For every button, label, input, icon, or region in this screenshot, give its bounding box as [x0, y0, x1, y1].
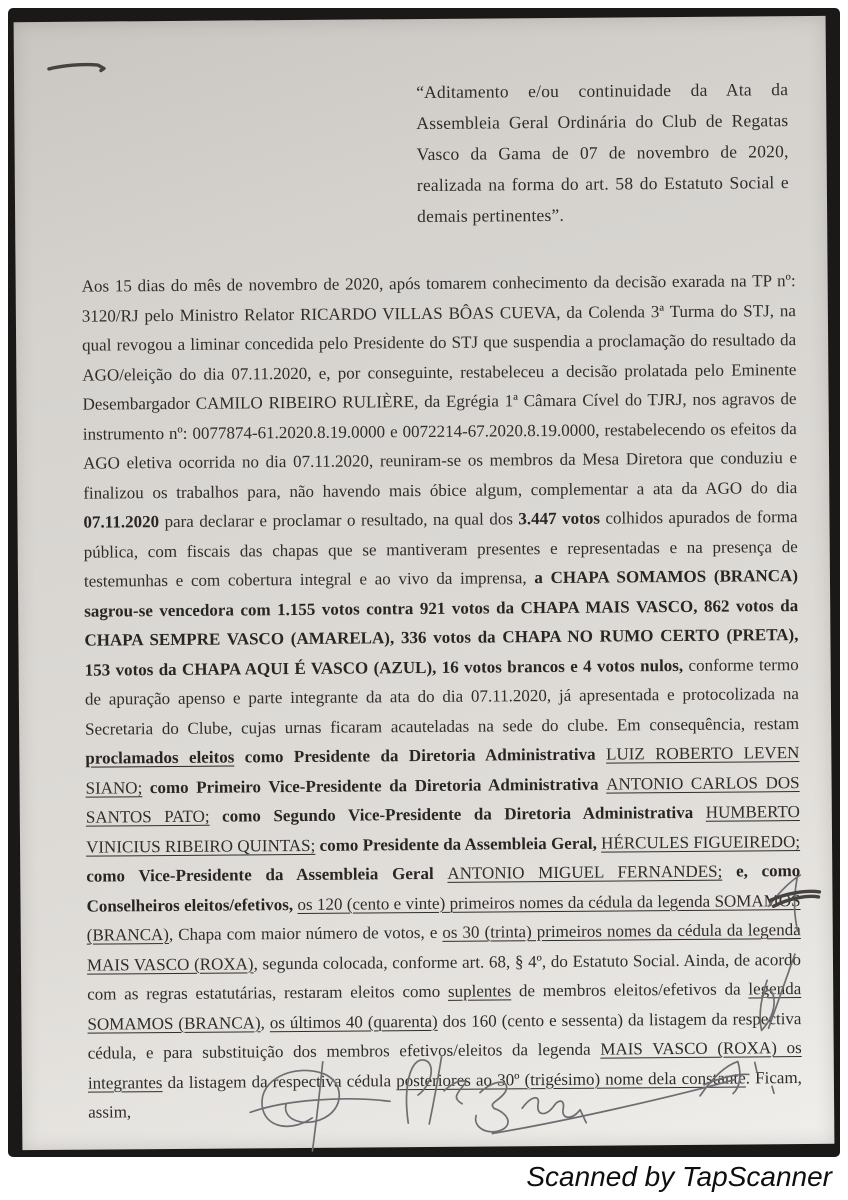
body-paragraph: Aos 15 dias do mês de novembro de 2020, após tomarem conhecimento da decisão exarada na TP nº: 3120/RJ pelo Ministro Relator RICARDO VILLAS BÔAS CUEVA, da Colenda 3ª Turma do STJ, na qual revogou a liminar concedida pelo Presidente do STJ que suspendia a proclamação do resultado da AGO/eleição do dia 07.11.2020, e, por conseguinte, restabeleceu a decisão prolatada pelo Eminente Desembargador CAMILO RIBEIRO RULIÈRE, da Egrégia 1ª Câmara Cível do TJRJ, nos agravos de instrumento nº: 0077874-61.2020.8.19.0000 e 0072214-67.2020.8.19.0000, restabelecendo os efeitos da AGO eletiva ocorrida no dia 07.11.2020, reuniram-se os membros da Mesa Diretora que conduziu e finalizou os trabalhos para, não havendo mais óbice algum, complementar a ata da AGO do dia 07.11.2020 para declarar e proclamar o resultado, na qual dos 3.447 votos colhidos apurados de forma pública, com fiscais das chapas que se mantiveram presentes e representadas e na presença de testemunhas e com cobertura integral e ao vivo da imprensa, a CHAPA SOMAMOS (BRANCA) sagrou-se vencedora com 1.155 votos contra 921 votos da CHAPA MAIS VASCO, 862 votos da CHAPA SEMPRE VASCO (AMARELA), 336 votos da CHAPA NO RUMO CERTO (PRETA), 153 votos da CHAPA AQUI É VASCO (AZUL), 16 votos brancos e 4 votos nulos, conforme termo de apuração apenso e parte integrante da ata do dia 07.11.2020, já apresentada e protocolizada na Secretaria do Clube, cujas urnas ficaram acauteladas na sede do clube. Em consequência, restam proclamados eleitos como Presidente da Diretoria Administrativa LUIZ ROBERTO LEVEN SIANO; como Primeiro Vice-Presidente da Diretoria Administrativa ANTONIO CARLOS DOS SANTOS PATO; como Segundo Vice-Presidente da Diretoria Administrativa HUMBERTO VINICIUS RIBEIRO QUINTAS; como Presidente da Assembleia Geral, HÉRCULES FIGUEIREDO; como Vice-Presidente da Assembleia Geral ANTONIO MIGUEL FERNANDES; e, como Conselheiros eleitos/efetivos, os 120 (cento e vinte) primeiros nomes da cédula da legenda SOMAMOS (BRANCA), Chapa com maior número de votos, e os 30 (trinta) primeiros nomes da cédula da legenda MAIS VASCO (ROXA), segunda colocada, conforme art. 68, § 4º, do Estatuto Social. Ainda, de acordo com as regras estatutárias, restaram eleitos como suplentes de membros eleitos/efetivos da legenda SOMAMOS (BRANCA), os últimos 40 (quarenta) dos 160 (cento e sessenta) da listagem da respectiva cédula, e para substituição dos membros efetivos/eleitos da legenda MAIS VASCO (ROXA) os integrantes da listagem da respectiva cédula posteriores ao 30º (trigésimo) nome dela constante. Ficam, assim,: [81, 271, 802, 1122]
epigraph: “Aditamento e/ou continuidade da Ata da Assembleia Geral Ordinária do Club de Regatas Vasco da Gama de 07 de novembro de 2020, realizada na forma do art. 58 do Estatuto Social e demais pertinentes”.: [416, 79, 789, 227]
scan-frame: [8, 8, 840, 1157]
scanner-watermark: Scanned by TapScanner: [526, 1161, 832, 1192]
document-page: [14, 16, 835, 1150]
corner-pen-mark: [46, 59, 110, 74]
